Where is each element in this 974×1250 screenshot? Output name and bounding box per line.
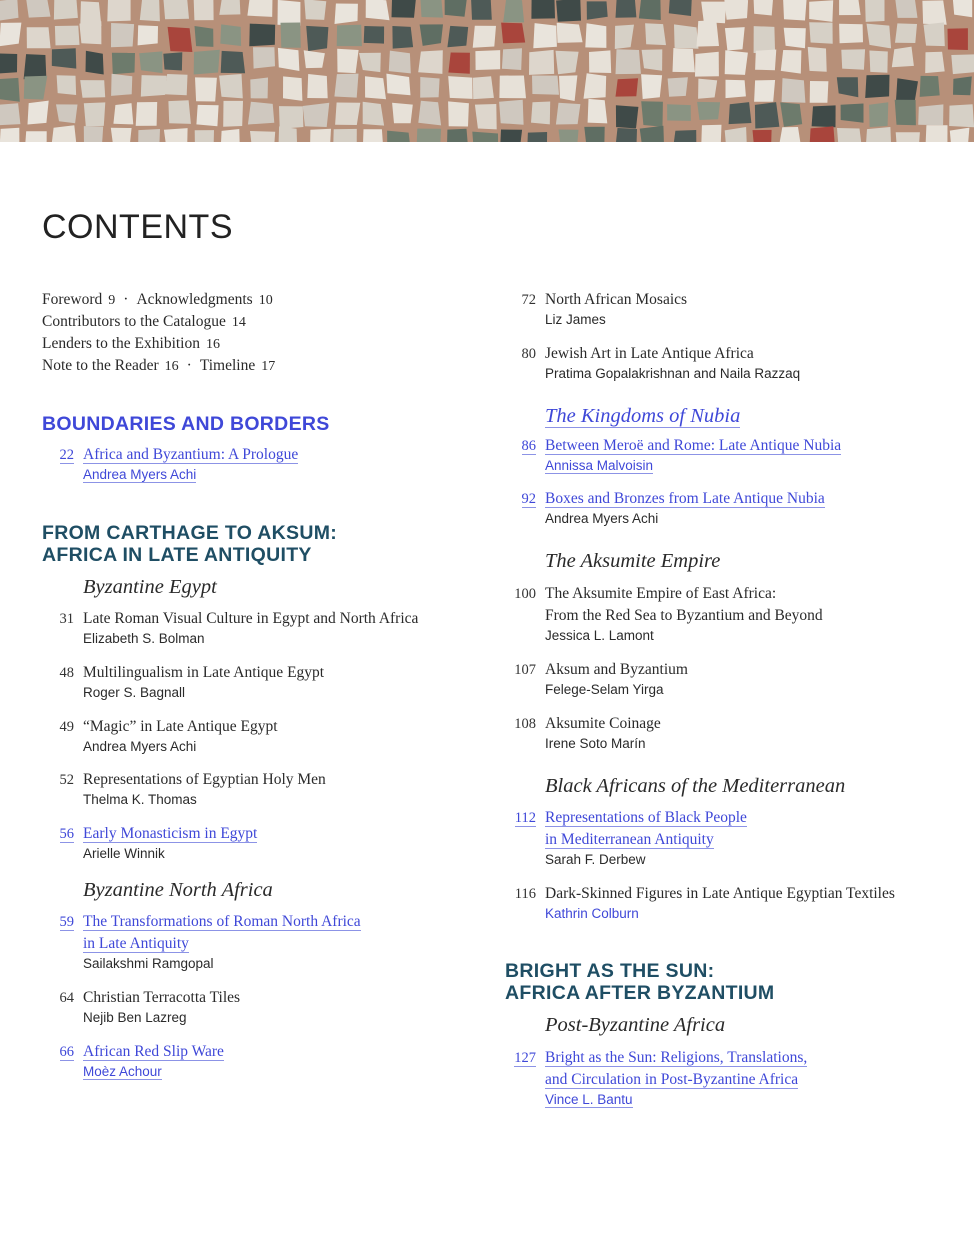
mosaic-tessera [163,0,189,19]
mosaic-tessera [698,79,717,99]
mosaic-tessera [0,103,20,125]
mosaic-tessera [249,24,275,47]
mosaic-tessera [303,103,330,127]
mosaic-tessera [363,102,384,126]
front-link-timeline[interactable]: Timeline 17 [199,357,276,374]
front-link-acknowledgments[interactable]: Acknowledgments 10 [136,291,273,308]
mosaic-tessera [810,81,829,103]
mosaic-tessera [140,0,160,21]
mosaic-tessera [141,75,167,97]
mosaic-tessera [810,126,836,142]
front-link-contributors[interactable]: Contributors to the Catalogue 14 [42,313,246,330]
toc-entry: 108 Aksumite Coinage Irene Soto Marín [514,715,661,751]
mosaic-tessera [418,50,443,74]
mosaic-tessera [559,130,579,143]
mosaic-tessera [447,26,468,47]
toc-entry-transformations[interactable]: 59 The Transformations of Roman North Africa in Late Antiquity Sailakshmi Ramgopal [59,913,361,971]
mosaic-tessera [725,27,745,50]
toc-entry: 31 Late Roman Visual Culture in Egypt and North Africa Elizabeth S. Bolman [59,610,419,646]
mosaic-tessera [729,102,752,124]
mosaic-tessera [499,76,526,99]
mosaic-tessera [24,54,47,79]
mosaic-tessera [587,1,608,19]
mosaic-tessera [755,102,780,128]
mosaic-tessera [139,51,162,73]
mosaic-tessera [194,0,214,20]
mosaic-tessera [136,102,158,126]
mosaic-tessera [531,0,555,19]
toc-entry-african-red-slip[interactable]: 66 African Red Slip Ware Moèz Achour [59,1043,224,1079]
mosaic-tessera [641,101,663,127]
mosaic-tessera [418,101,441,126]
mosaic-tessera [113,103,133,124]
mosaic-tessera [420,77,439,98]
mosaic-tessera [589,50,611,73]
mosaic-tessera [953,76,972,95]
author-link[interactable]: Kathrin Colburn [545,906,639,921]
mosaic-tessera [84,126,103,142]
mosaic-tessera [754,80,775,102]
mosaic-tessera [755,50,776,71]
mosaic-tessera [616,49,641,74]
mosaic-tessera [837,128,862,142]
mosaic-tessera [219,74,243,98]
mosaic-tessera [754,26,776,53]
mosaic-tessera [111,23,134,47]
mosaic-tessera [584,127,604,142]
mosaic-tessera [52,48,77,68]
mosaic-tessera [896,132,920,142]
mosaic-tessera [253,47,275,68]
mosaic-tessera [556,0,581,22]
mosaic-tessera [641,74,662,99]
mosaic-tessera [278,126,297,142]
mosaic-tessera [310,129,331,142]
mosaic-tessera [363,129,383,142]
front-link-foreword[interactable]: Foreword 9 [42,291,116,308]
mosaic-tessera [304,0,326,20]
mosaic-tessera [304,50,325,68]
mosaic-tessera [753,0,773,16]
mosaic-tessera [695,52,719,77]
mosaic-tessera [642,49,663,70]
mosaic-tessera [588,99,608,124]
mosaic-tessera [448,53,470,74]
mosaic-tessera [112,53,135,74]
section-title-carthage-line1: FROM CARTHAGE TO AKSUM: [42,522,338,544]
mosaic-tessera [639,0,661,20]
subsection-byzantine-north-africa: Byzantine North Africa [83,879,273,901]
subsection-black-africans: Black Africans of the Mediterranean [545,775,846,797]
mosaic-tessera [51,125,77,142]
mosaic-tessera [168,27,193,52]
mosaic-tessera [392,26,413,49]
mosaic-tessera [392,103,413,124]
mosaic-tessera [924,22,945,46]
mosaic-tessera [138,25,158,45]
mosaic-tessera [335,103,360,126]
mosaic-tessera [865,0,885,22]
mosaic-tessera [499,100,523,125]
mosaic-tessera [616,128,637,142]
section-title-bright-line2: AFRICA AFTER BYZANTIUM [505,982,775,1004]
mosaic-tessera [389,51,411,74]
mosaic-tessera [949,104,974,127]
mosaic-tessera [922,0,946,24]
section-title-boundaries[interactable]: BOUNDARIES AND BORDERS [42,413,330,435]
mosaic-tessera [195,77,217,101]
mosaic-tessera [473,26,496,48]
mosaic-tessera [307,74,327,98]
toc-entry-bright-as-the-sun[interactable]: 127 Bright as the Sun: Religions, Translations, and Circulation in Post-Byzantine Africa Vince L. Bantu [514,1049,808,1107]
mosaic-tessera [920,76,940,97]
mosaic-tessera [475,50,500,70]
toc-entry-between-meroe-rome[interactable]: 86 Between Meroë and Rome: Late Antique Nubia Annissa Malvoisin [521,437,842,473]
mosaic-tessera [668,77,688,96]
mosaic-tessera [865,75,889,98]
mosaic-tessera [0,128,19,142]
mosaic-tessera [337,49,358,73]
mosaic-tessera [250,131,275,142]
toc-entry: 64 Christian Terracotta Tiles Nejib Ben Lazreg [59,989,241,1025]
mosaic-tessera [111,74,132,96]
mosaic-tessera [809,22,833,44]
mosaic-tessera [445,0,468,17]
mosaic-tessera [333,129,357,142]
mosaic-tessera [86,51,104,75]
mosaic-tessera [697,20,720,46]
mosaic-tessera [392,0,416,18]
mosaic-tessera [250,78,268,99]
mosaic-tessera [926,125,948,142]
mosaic-tessera [533,23,557,48]
mosaic-banner-image [0,0,974,142]
mosaic-tessera [334,74,358,98]
subsection-kingdoms-of-nubia[interactable]: The Kingdoms of Nubia [545,405,741,427]
mosaic-tessera [724,0,748,20]
toc-entry: 49 “Magic” in Late Antique Egypt Andrea Myers Achi [59,718,278,754]
mosaic-tessera [892,47,914,68]
mosaic-tessera [196,105,218,126]
mosaic-tessera [24,76,48,100]
mosaic-tessera [0,23,21,47]
mosaic-tessera [645,23,666,45]
mosaic-tessera [674,24,699,48]
mosaic-tessera [640,126,664,142]
mosaic-tessera [27,27,51,48]
toc-entry: 72 North African Mosaics Liz James [521,291,688,327]
mosaic-tessera [447,129,468,142]
mosaic-tessera [281,23,301,48]
mosaic-tessera [948,28,968,50]
mosaic-tessera [667,104,691,121]
mosaic-tessera [839,0,861,15]
mosaic-tessera [895,100,916,125]
mosaic-tessera [168,100,191,124]
mosaic-tessera [471,0,492,20]
mosaic-tessera [306,26,328,51]
mosaic-tessera [283,76,302,101]
mosaic-tessera [164,74,188,95]
mosaic-tessera [841,49,865,69]
mosaic-tessera [221,51,245,73]
mosaic-tessera [25,131,47,142]
mosaic-tessera [559,75,577,101]
mosaic-tessera [79,21,101,44]
mosaic-tessera [584,73,607,99]
front-link-note[interactable]: Note to the Reader 16 [42,357,179,374]
toc-entry: 52 Representations of Egyptian Holy Men Thelma K. Thomas [59,771,326,807]
mosaic-tessera [501,23,525,44]
mosaic-tessera [866,127,892,142]
mosaic-tessera [502,48,522,70]
mosaic-tessera [335,4,358,25]
mosaic-tessera [557,23,583,43]
mosaic-tessera [247,0,272,17]
mosaic-tessera [0,54,17,74]
mosaic-tessera [616,0,637,18]
mosaic-tessera [895,0,918,18]
mosaic-tessera [867,24,892,49]
mosaic-tessera [163,52,182,70]
mosaic-tessera [0,0,19,21]
mosaic-tessera [448,76,472,99]
front-matter-line-4: Note to the Reader 16 · Timeline 17 [42,357,276,374]
mosaic-tessera [57,75,77,95]
mosaic-tessera [779,127,801,142]
mosaic-tessera [84,102,106,126]
toc-entry: 80 Jewish Art in Late Antique Africa Pratima Gopalakrishnan and Naila Razzaq [521,345,801,381]
mosaic-tessera [809,0,833,22]
mosaic-tessera [784,28,806,49]
mosaic-tessera [364,26,384,44]
mosaic-tessera [164,128,188,142]
mosaic-tessera [616,105,639,128]
mosaic-tessera [503,0,524,22]
mosaic-tessera [808,47,827,72]
mosaic-tessera [500,130,522,143]
toc-entry: 48 Multilingualism in Late Antique Egypt Roger S. Bagnall [59,664,325,700]
mosaic-tessera [219,0,240,15]
subsection-post-byzantine: Post-Byzantine Africa [545,1014,726,1036]
mosaic-tessera [279,106,303,129]
mosaic-tessera [585,23,606,48]
mosaic-tessera [248,102,274,125]
mosaic-tessera [220,24,241,46]
mosaic-tessera [701,2,726,24]
toc-entry: 116 Dark-Skinned Figures in Late Antique Egyptian Textiles Kathrin Colburn [514,885,895,921]
mosaic-tessera [475,104,497,129]
mosaic-tessera [918,104,943,125]
mosaic-tessera [417,129,442,142]
mosaic-tessera [138,129,160,142]
mosaic-tessera [781,50,802,74]
mosaic-tessera [841,104,864,123]
mosaic-tessera [80,80,105,98]
mosaic-tessera [56,104,78,123]
mosaic-tessera [616,78,639,96]
mosaic-tessera [0,78,20,102]
mosaic-tessera [473,76,494,99]
toc-entry: 107 Aksum and Byzantium Felege-Selam Yirga [514,661,688,697]
mosaic-tessera [365,76,386,99]
mosaic-illustration [0,0,974,142]
mosaic-tessera [753,130,772,142]
toc-entry-africa-byzantium[interactable]: 22 Africa and Byzantium: A Prologue Andrea Myers Achi [59,446,299,482]
mosaic-tessera [107,0,130,21]
mosaic-tessera [386,74,410,96]
mosaic-tessera [532,76,559,95]
mosaic-tessera [194,50,220,75]
mosaic-tessera [812,105,836,127]
mosaic-tessera [951,54,974,74]
mosaic-tessera [895,23,917,43]
mosaic-tessera [925,52,945,73]
mosaic-tessera [278,0,301,26]
front-matter-line-1: Foreword 9 · Acknowledgments 10 [42,291,273,308]
mosaic-tessera [195,26,214,47]
mosaic-tessera [278,48,300,71]
mosaic-tessera [366,0,390,20]
mosaic-tessera [673,48,695,72]
mosaic-tessera [55,26,80,46]
mosaic-tessera [529,50,554,75]
mosaic-tessera [420,0,443,18]
mosaic-tessera [869,102,888,127]
page-title: CONTENTS [42,208,233,246]
mosaic-tessera [527,132,547,142]
mosaic-tessera [869,51,887,73]
mosaic-tessera [54,0,78,20]
mosaic-tessera [669,0,692,16]
mosaic-tessera [672,130,696,142]
mosaic-tessera [556,103,581,125]
subsection-aksumite-empire: The Aksumite Empire [545,550,721,572]
mosaic-tessera [556,51,579,75]
mosaic-tessera [726,80,746,98]
toc-entry: 100 The Aksumite Empire of East Africa: From the Red Sea to Byzantium and Beyond Jessica L. Lamont [514,585,823,643]
front-link-lenders[interactable]: Lenders to the Exhibition 16 [42,335,220,352]
section-title-bright-line1: BRIGHT AS THE SUN: [505,960,715,982]
mosaic-tessera [782,78,806,103]
mosaic-tessera [26,0,51,18]
mosaic-tessera [111,128,132,142]
mosaic-tessera [221,129,240,142]
subsection-byzantine-egypt: Byzantine Egypt [83,576,217,598]
mosaic-tessera [701,125,721,142]
mosaic-tessera [697,102,720,120]
mosaic-tessera [420,24,443,46]
mosaic-tessera [953,0,973,17]
mosaic-tessera [28,101,49,125]
mosaic-tessera [337,25,362,46]
mosaic-tessera [780,102,802,127]
mosaic-tessera [839,24,863,44]
mosaic-tessera [223,101,243,127]
section-title-carthage-line2: AFRICA IN LATE ANTIQUITY [42,544,312,566]
mosaic-tessera [783,0,807,21]
toc-entry-representations-black-people[interactable]: 112 Representations of Black People in Mediterranean Antiquity Sarah F. Derbew [514,809,747,867]
toc-entry-boxes-bronzes[interactable]: 92 Boxes and Bronzes from Late Antique Nubia Andrea Myers Achi [521,490,825,526]
toc-entry-early-monasticism[interactable]: 56 Early Monasticism in Egypt Arielle Winnik [59,825,258,861]
mosaic-tessera [896,78,918,103]
mosaic-tessera [725,50,748,75]
mosaic-tessera [195,130,214,142]
mosaic-tessera [448,101,469,126]
mosaic-tessera [531,102,550,125]
